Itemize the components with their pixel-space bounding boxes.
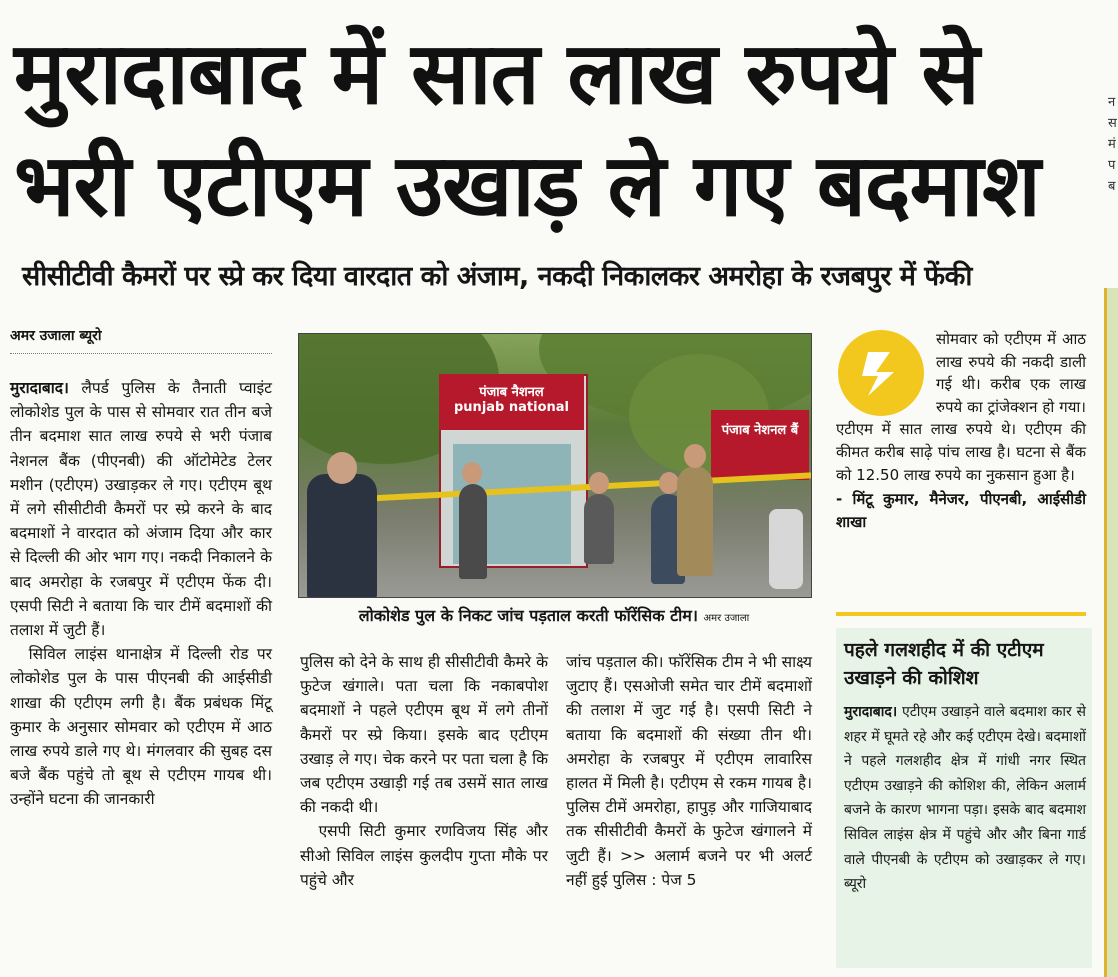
pnb-sign-hindi: पंजाब नैशनल <box>479 385 544 400</box>
pnb-sign-english: punjab national <box>454 400 569 415</box>
story-paragraph-4: एसपी सिटी कुमार रणविजय सिंह और सीओ सिविल लाइंस कुलदीप गुप्ता मौके पर पहुंचे और <box>300 822 548 889</box>
photo-credit: अमर उजाला <box>703 613 750 624</box>
headline <box>14 18 1094 242</box>
edge-letter: मं <box>1108 137 1116 152</box>
story-paragraph-1: लैपर्ड पुलिस के तैनाती प्वाइंट लोकोशेड पुल के पास से सोमवार रात तीन बजे तीन बदमाश सात लाख रुपये से भरी पंजाब नेशनल बैंक (पीएनबी) की ऑटोमेटेड टेलर मशीन (एटीएम) उखाड़कर ले गए। एटीएम बूथ में लगे सीसीटीवी कैमरों पर स्प्रे करने के बाद बदमाशों ने वारदात को अंजाम दिया और कार से दिल्ली की ओर भाग गए। नकदी निकालने के बाद अमरोहा के रजबपुर में एटीएम फेंक दी। एसपी सिटी ने बताया कि चार टीमें बदमाशों की तलाश में जुटी हैं। <box>10 379 272 640</box>
subheadline: सीसीटीवी कैमरों पर स्प्रे कर दिया वारदात को अंजाम, नकदी निकालकर अमरोहा के रजबपुर में फेंकी <box>22 261 972 292</box>
story-paragraph-3: पुलिस को देने के साथ ही सीसीटीवी कैमरे के फुटेज खंगाले। पता चला कि नकाबपोश बदमाशों ने पहले एटीएम बूथ में लगे तीनों कैमरों पर स्प्रे किया। इसके बाद एटीएम उखाड़ ले गए। चेक करने पर पता चला है कि जब एटीएम उखाड़ी गई तब उसमें सात लाख की नकदी थी। <box>300 653 548 817</box>
adjacent-column-edge <box>1104 288 1118 977</box>
headline-line-2: भरी एटीएम उखाड़ ले गए बदमाश <box>14 136 1040 236</box>
quote-text-first: सोमवार को एटीएम में आठ लाख रुपये की नकदी डाली गई थी। करीब एक <box>936 330 1086 394</box>
manager-quote <box>836 328 1086 533</box>
photo-caption <box>298 604 810 626</box>
quote-attribution: - मिंटू कुमार, मैनेजर, पीएनबी, आईसीडी शाखा <box>836 490 1086 531</box>
pnb-sign <box>439 374 584 430</box>
sidebar-title: पहले गलशहीद में की एटीएम उखाड़ने की कोशिश <box>844 639 1044 689</box>
news-photo <box>298 333 812 598</box>
story-column-2 <box>300 650 548 892</box>
sidebar-text: एटीएम उखाड़ने वाले बदमाश कार से शहर में घूमते रहे और कई एटीएम देखे। बदमाशों ने पहले गलशहीद क्षेत्र में गांधी नगर स्थित एटीएम उखाड़ने की कोशिश की, लेकिन अलार्म बजने के कारण भागना पड़ा। इसके बाद बदमाश सिविल लाइंस क्षेत्र में पहुंचे और और बिना गार्ड वाले पीएनबी के एटीएम को उखाड़कर ले गए। ब्यूरो <box>844 704 1086 893</box>
byline: अमर उजाला ब्यूरो <box>10 326 272 354</box>
story-dateline: मुरादाबाद। <box>10 379 69 397</box>
story-paragraph-5: जांच पड़ताल की। फॉरेंसिक टीम ने भी साक्ष्य जुटाए हैं। एसओजी समेत चार टीमें बदमाशों की तलाश में जुट गई है। एसपी सिटी ने बताया कि बदमाशों की संख्या तीन थी। अमरोहा के रजबपुर में एटीएम लावारिस हालत में मिली है। एटीएम से रकम गायब है। पुलिस टीमें अमरोहा, हापुड़ और गाजियाबाद तक सीसीटीवी कैमरों के फुटेज खंगालने में जुटी हैं। >> अलार्म बजने पर भी अलर्ट नहीं हुई पुलिस : पेज 5 <box>566 653 812 889</box>
quote-text: लाख रुपये का ट्रांजेक्शन हो गया। एटीएम में सात लाख रुपये थे। एटीएम की कीमत करीब साढ़े पांच लाख है। घटना से बैंक को 12.50 लाख रुपये का नुकसान हुआ है। <box>836 375 1086 484</box>
pnb-side-sign: पंजाब नेशनल बैं <box>711 410 809 480</box>
adjacent-column-text <box>1108 92 1117 197</box>
edge-letter: प <box>1108 158 1116 173</box>
edge-letter: न <box>1108 95 1116 110</box>
sidebar-dateline: मुरादाबाद। <box>844 704 898 720</box>
story-column-3 <box>566 650 812 892</box>
headline-line-1: मुरादाबाद में सात लाख रुपये से <box>14 24 979 124</box>
edge-letter: ब <box>1108 179 1116 194</box>
story-column-1 <box>10 376 272 812</box>
sidebar-box <box>836 628 1092 968</box>
divider <box>836 612 1086 616</box>
story-paragraph-2: सिविल लाइंस थानाक्षेत्र में दिल्ली रोड पर लोकोशेड पुल के पास पीएनबी की आईसीडी शाखा की एटीएम लगी है। बैंक प्रबंधक मिंटू कुमार के अनुसार सोमवार को एटीएम में आठ लाख रुपये डाले गए थे। मंगलवार की सुबह दस बजे बैंक पहुंचे तो बूथ से एटीएम गायब थी। उन्होंने घटना की जानकारी <box>10 645 272 809</box>
photo-caption-text: लोकोशेड पुल के निकट जांच पड़ताल करती फॉरेंसिक टीम। <box>358 606 698 625</box>
edge-letter: स <box>1108 116 1117 131</box>
